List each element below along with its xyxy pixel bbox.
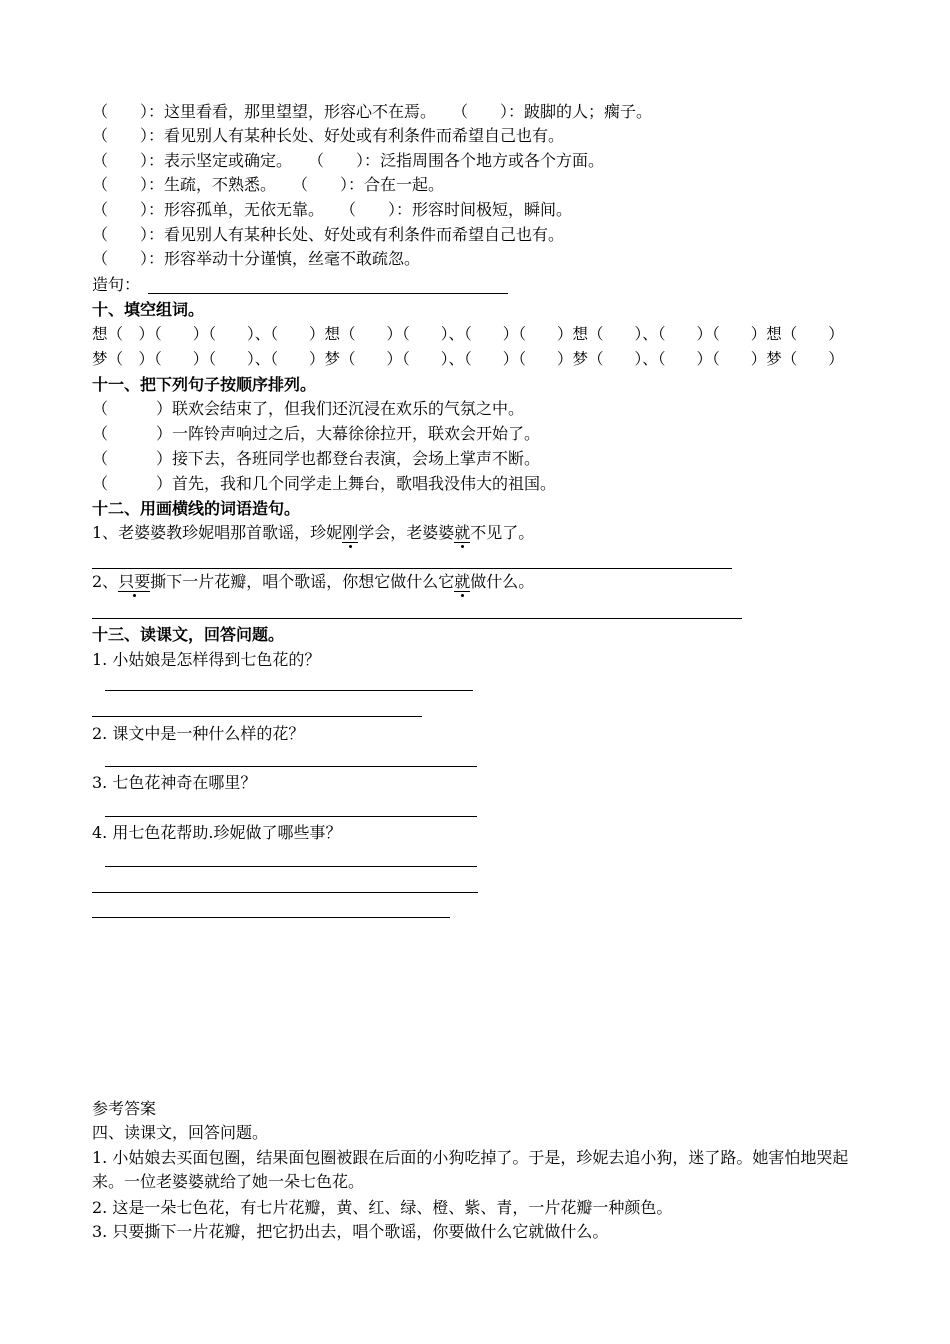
sentence-text: 学会，老婆婆 <box>358 523 455 542</box>
underlined-word: 只要 <box>118 572 151 591</box>
sentence-text: 不见了。 <box>470 523 535 542</box>
sentence-answer-line[interactable] <box>148 293 508 294</box>
definition-line: （ ）：形容孤单，无依无靠。 （ ）：形容时间极短，瞬间。 <box>92 200 573 219</box>
answer-line[interactable] <box>105 866 477 867</box>
answer-line[interactable] <box>105 766 477 767</box>
underlined-word: 就 <box>454 523 471 542</box>
definition-line: （ ）：生疏，不熟悉。 （ ）：合在一起。 <box>92 175 445 194</box>
sentence-text: 撕下一片花瓣，唱个歌谣，你想它做什么它 <box>150 572 455 591</box>
answer-text: 1. 小姑娘去买面包圈，结果面包圈被跟在后面的小狗吃掉了。于是，珍妮去追小狗，迷了路。她害怕地哭起来。一位老婆婆就给了她一朵七色花。 <box>92 1148 849 1191</box>
sentence-label: 造句： <box>92 275 141 294</box>
order-item: （ ）首先，我和几个同学走上舞台，歌唱我没伟大的祖国。 <box>92 474 557 493</box>
answers-title: 参考答案 <box>92 1099 157 1118</box>
sentence-item-1 <box>92 522 534 544</box>
definition-line: （ ）：表示坚定或确定。 （ ）：泛指周围各个地方或各个方面。 <box>92 151 605 170</box>
sentence-text: 2、 <box>92 572 119 591</box>
word-group-row: 梦（ ）（ ）（ ）、（ ）梦（ ）（ ）、（ ）（ ）梦（ ）、（ ）（ ）梦（ ） <box>92 350 844 368</box>
answer-line[interactable] <box>92 917 450 918</box>
answer-line[interactable] <box>92 892 478 893</box>
sentence-text: 做什么。 <box>470 572 535 591</box>
question: 1. 小姑娘是怎样得到七色花的？ <box>92 650 321 669</box>
order-item: （ ）联欢会结束了，但我们还沉浸在欢乐的气氛之中。 <box>92 399 525 418</box>
order-item: （ ）接下去，各班同学也都登台表演，会场上掌声不断。 <box>92 449 541 468</box>
underlined-word: 刚 <box>342 523 359 542</box>
definition-line: （ ）：看见别人有某种长处、好处或有利条件而希望自己也有。 <box>92 225 565 244</box>
definition-line: （ ）：看见别人有某种长处、好处或有利条件而希望自己也有。 <box>92 126 565 145</box>
section-10-title: 十、填空组词。 <box>92 300 205 319</box>
definition-line: （ ）：形容举动十分谨慎，丝毫不敢疏忽。 <box>92 249 421 268</box>
answer-line[interactable] <box>92 618 742 619</box>
sentence-text: 1、老婆婆教珍妮唱那首歌谣，珍妮 <box>92 523 343 542</box>
answer-text: 3. 只要撕下一片花瓣，把它扔出去，唱个歌谣，你要做什么它就做什么。 <box>92 1222 609 1241</box>
section-12-title: 十二、用画横线的词语造句。 <box>92 499 301 518</box>
word-group-row: 想（ ）（ ）（ ）、（ ）想（ ）（ ）、（ ）（ ）想（ ）、（ ）（ ）想（ ） <box>92 325 844 343</box>
section-11-title: 十一、把下列句子按顺序排列。 <box>92 375 317 394</box>
answer-line[interactable] <box>92 716 422 717</box>
sentence-item-2 <box>92 571 534 593</box>
question: 2. 课文中是一种什么样的花？ <box>92 724 305 743</box>
order-item: （ ）一阵铃声响过之后，大幕徐徐拉开，联欢会开始了。 <box>92 424 541 443</box>
underlined-word: 就 <box>454 572 471 591</box>
answer-text: 2. 这是一朵七色花，有七片花瓣，黄、红、绿、橙、紫、青，一片花瓣一种颜色。 <box>92 1198 673 1217</box>
answer-line[interactable] <box>105 816 477 817</box>
answer-line[interactable] <box>105 690 473 691</box>
section-13-title: 十三、读课文，回答问题。 <box>92 625 285 644</box>
question: 3. 七色花神奇在哪里？ <box>92 773 257 792</box>
answer-line[interactable] <box>92 568 732 569</box>
answers-subtitle: 四、读课文，回答问题。 <box>92 1123 269 1142</box>
question: 4. 用七色花帮助.珍妮做了哪些事？ <box>92 823 342 842</box>
definition-line: （ ）：这里看看，那里望望，形容心不在焉。 （ ）：跛脚的人；瘸子。 <box>92 102 653 121</box>
